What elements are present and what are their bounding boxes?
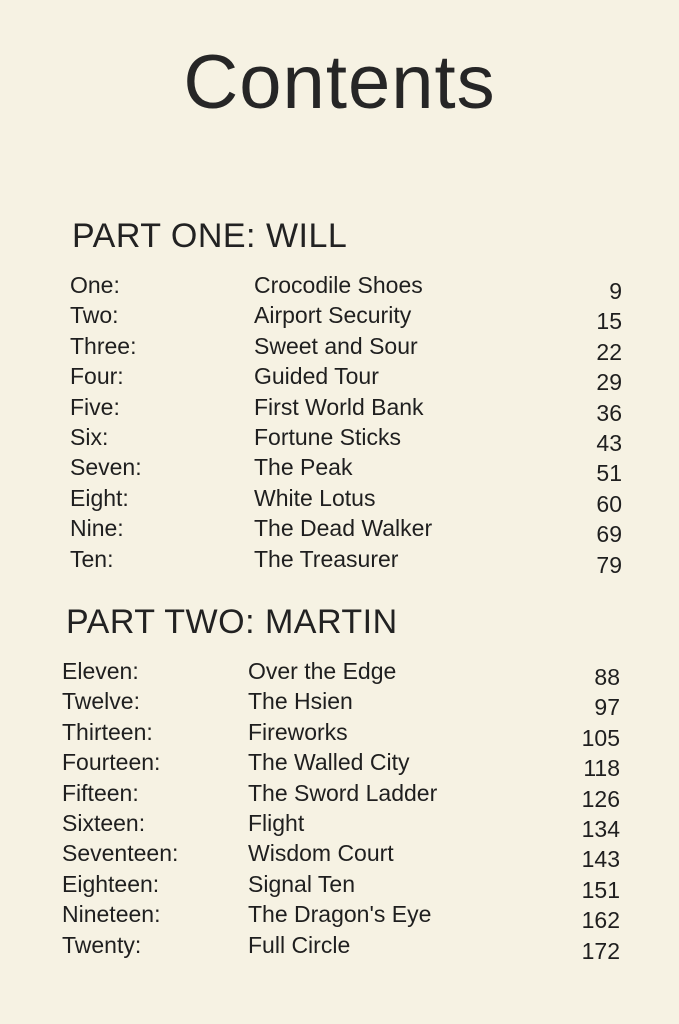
chapter-page-number: 22 <box>596 338 622 365</box>
chapter-number: Nine: <box>70 515 124 542</box>
chapter-number: One: <box>70 272 120 298</box>
chapter-page-number: 172 <box>581 937 620 964</box>
chapter-page-number: 143 <box>581 846 620 873</box>
chapter-title: The Peak <box>254 454 353 481</box>
chapter-row <box>70 513 622 548</box>
chapter-title: Fortune Sticks <box>254 423 401 450</box>
chapter-title: Sweet and Sour <box>254 332 418 359</box>
chapter-title: White Lotus <box>254 484 376 511</box>
chapter-title: Full Circle <box>248 931 351 958</box>
chapter-page-number: 162 <box>581 907 620 934</box>
chapter-number: Twelve: <box>62 688 140 715</box>
chapter-row <box>62 869 620 903</box>
chapter-number: Eleven: <box>62 658 139 684</box>
chapter-row <box>70 544 622 578</box>
chapter-number: Fourteen: <box>62 749 161 776</box>
part-one-heading: PART ONE: WILL <box>72 217 348 255</box>
chapter-row <box>62 747 620 782</box>
chapter-row <box>62 717 620 751</box>
chapter-number: Eighteen: <box>62 870 160 897</box>
chapter-page-number: 51 <box>596 460 622 487</box>
chapter-page-number: 79 <box>596 551 622 578</box>
chapter-number: Four: <box>70 363 124 390</box>
chapter-title: The Walled City <box>248 749 410 776</box>
chapter-page-number: 9 <box>609 278 622 304</box>
chapter-row <box>70 361 622 396</box>
chapter-number: Ten: <box>70 545 114 572</box>
chapter-page-number: 134 <box>581 815 620 842</box>
chapter-page-number: 118 <box>583 755 620 782</box>
chapter-page-number: 151 <box>581 876 620 903</box>
chapter-title: The Treasurer <box>254 545 399 572</box>
chapter-page-number: 105 <box>581 724 620 751</box>
chapter-number: Twenty: <box>62 931 142 958</box>
chapter-title: The Dragon's Eye <box>248 901 432 928</box>
chapter-number: Nineteen: <box>62 901 161 928</box>
chapter-row <box>70 483 622 517</box>
chapter-row <box>62 778 620 812</box>
chapter-page-number: 97 <box>594 694 620 721</box>
part-one-chapter-list <box>70 270 622 578</box>
chapter-row <box>62 930 620 964</box>
chapter-page-number: 36 <box>596 399 622 426</box>
chapter-title: The Dead Walker <box>254 515 433 542</box>
chapter-number: Seven: <box>70 454 142 481</box>
chapter-page-number: 69 <box>596 521 622 548</box>
chapter-title: Airport Security <box>254 302 412 329</box>
chapter-page-number: 126 <box>581 785 620 812</box>
chapter-row <box>70 392 622 426</box>
chapter-row <box>70 452 622 487</box>
chapter-row <box>62 838 620 873</box>
chapter-title: First World Bank <box>254 393 424 420</box>
chapter-title: Crocodile Shoes <box>254 272 423 298</box>
chapter-title: The Sword Ladder <box>248 779 438 806</box>
chapter-number: Seventeen: <box>62 840 179 867</box>
chapter-row <box>62 656 620 690</box>
chapter-page-number: 60 <box>596 490 622 517</box>
chapter-page-number: 43 <box>596 429 622 456</box>
chapter-number: Eight: <box>70 484 129 511</box>
chapter-row <box>70 270 622 304</box>
chapter-number: Sixteen: <box>62 809 146 836</box>
chapter-row <box>62 899 620 934</box>
part-two-heading: PART TWO: MARTIN <box>66 603 398 641</box>
chapter-row <box>70 331 622 365</box>
chapter-number: Thirteen: <box>62 718 153 745</box>
chapter-row <box>62 686 620 721</box>
chapter-page-number: 29 <box>596 369 622 396</box>
chapter-number: Fifteen: <box>62 779 139 806</box>
chapter-page-number: 15 <box>596 308 622 335</box>
chapter-title: Over the Edge <box>248 658 397 684</box>
chapter-row <box>62 808 620 842</box>
chapter-number: Three: <box>70 332 137 359</box>
chapter-title: Signal Ten <box>248 870 355 897</box>
chapter-title: The Hsien <box>248 688 353 715</box>
chapter-number: Five: <box>70 393 120 420</box>
page-title: Contents <box>183 40 496 125</box>
chapter-title: Flight <box>248 809 305 836</box>
chapter-row <box>70 300 622 335</box>
chapter-number: Six: <box>70 423 109 450</box>
chapter-title: Fireworks <box>248 718 348 745</box>
chapter-number: Two: <box>70 302 119 329</box>
chapter-title: Wisdom Court <box>248 840 394 867</box>
part-two-chapter-list <box>62 656 620 964</box>
chapter-page-number: 88 <box>594 664 620 690</box>
chapter-title: Guided Tour <box>254 363 379 390</box>
chapter-row <box>70 422 622 456</box>
